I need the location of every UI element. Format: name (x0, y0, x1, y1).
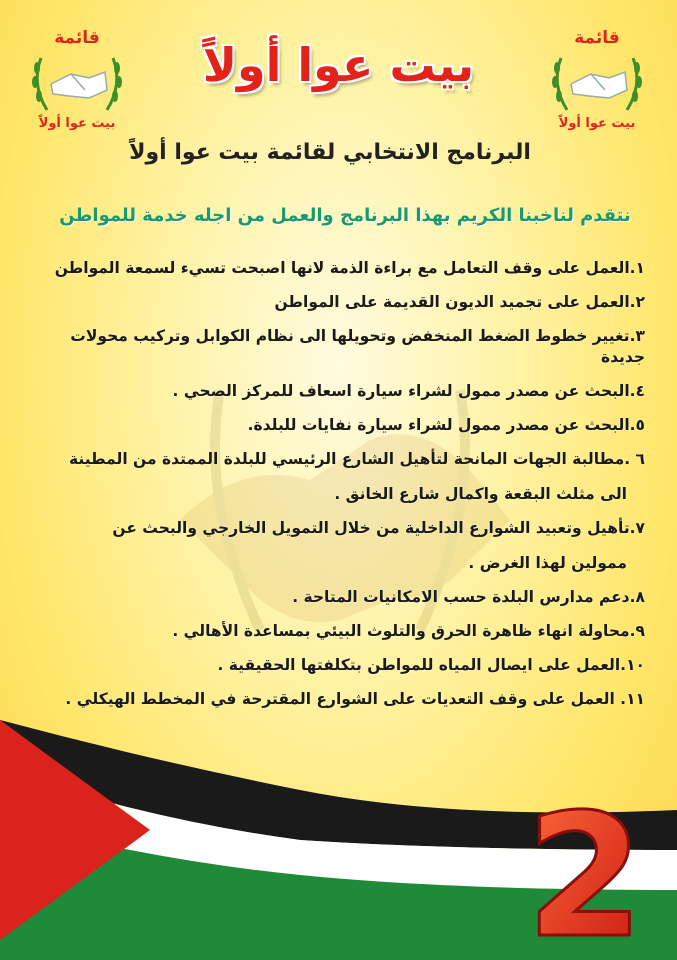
handshake-icon (547, 50, 647, 118)
program-item-7: ٧.تأهيل وتعبيد الشوارع الداخلية من خلال التمويل الخارجي والبحث عن ممولين لهذا الغرض . (30, 518, 645, 574)
program-item-6-continuation: الى مثلث البقعة واكمال شارع الخانق . (334, 485, 627, 503)
logo-right (542, 28, 652, 143)
handshake-icon (27, 50, 127, 118)
number-2-badge-icon (510, 790, 660, 950)
program-item-5: ٥.البحث عن مصدر ممول لشراء سيارة نفايات للبلدة. (247, 416, 645, 434)
number-2-text: 2 (525, 790, 645, 950)
logo-left-top-text: قائمة (54, 28, 100, 48)
program-item-3: ٣.تغيير خطوط الضغط المنخفض وتحويلها الى نظام الكوابل وتركيب محولات جديدة (70, 327, 645, 366)
logo-left-bottom-text: بيت عوا أولاً (38, 116, 116, 131)
program-item-2: ٢.العمل على تجميد الديون القديمة على المواطن (274, 293, 645, 311)
program-item-10: ١٠.العمل على ايصال المياه للمواطن بتكلفتها الحقيقية . (217, 656, 645, 674)
logo-right-bottom-text: بيت عوا أولاً (558, 116, 636, 131)
program-item-11: ١١. العمل على وقف التعديات على الشوارع المقترحة في المخطط الهيكلي . (65, 690, 645, 708)
logo-left (22, 28, 132, 143)
logo-right-top-text: قائمة (574, 28, 620, 48)
program-item-7-continuation: ممولين لهذا الغرض . (468, 554, 627, 572)
subtitle: البرنامج الانتخابي لقائمة بيت عوا أولاً (129, 140, 531, 165)
main-title: بيت عوا أولاً (202, 38, 475, 92)
program-item-1: ١.العمل على وقف التعامل مع براءة الذمة لانها اصبحت تسيء لسمعة المواطن (54, 259, 645, 277)
program-item-6: ٦ .مطالبة الجهات المانحة لتأهيل الشارع الرئيسي للبلدة الممتدة من المطينة الى مثلث البقعة واكمال شارع الخانق . (30, 449, 645, 505)
program-item-8: ٨.دعم مدارس البلدة حسب الامكانيات المتاحة . (292, 588, 645, 606)
program-item-4: ٤.البحث عن مصدر ممول لشراء سيارة اسعاف للمركز الصحي . (172, 382, 645, 400)
program-list (30, 258, 645, 723)
intro-text: نتقدم لناخبنا الكريم بهذا البرنامج والعمل من اجله خدمة للمواطن (59, 205, 631, 226)
program-item-9: ٩.محاولة انهاء ظاهرة الحرق والتلوث البيئي بمساعدة الأهالي . (172, 622, 645, 640)
